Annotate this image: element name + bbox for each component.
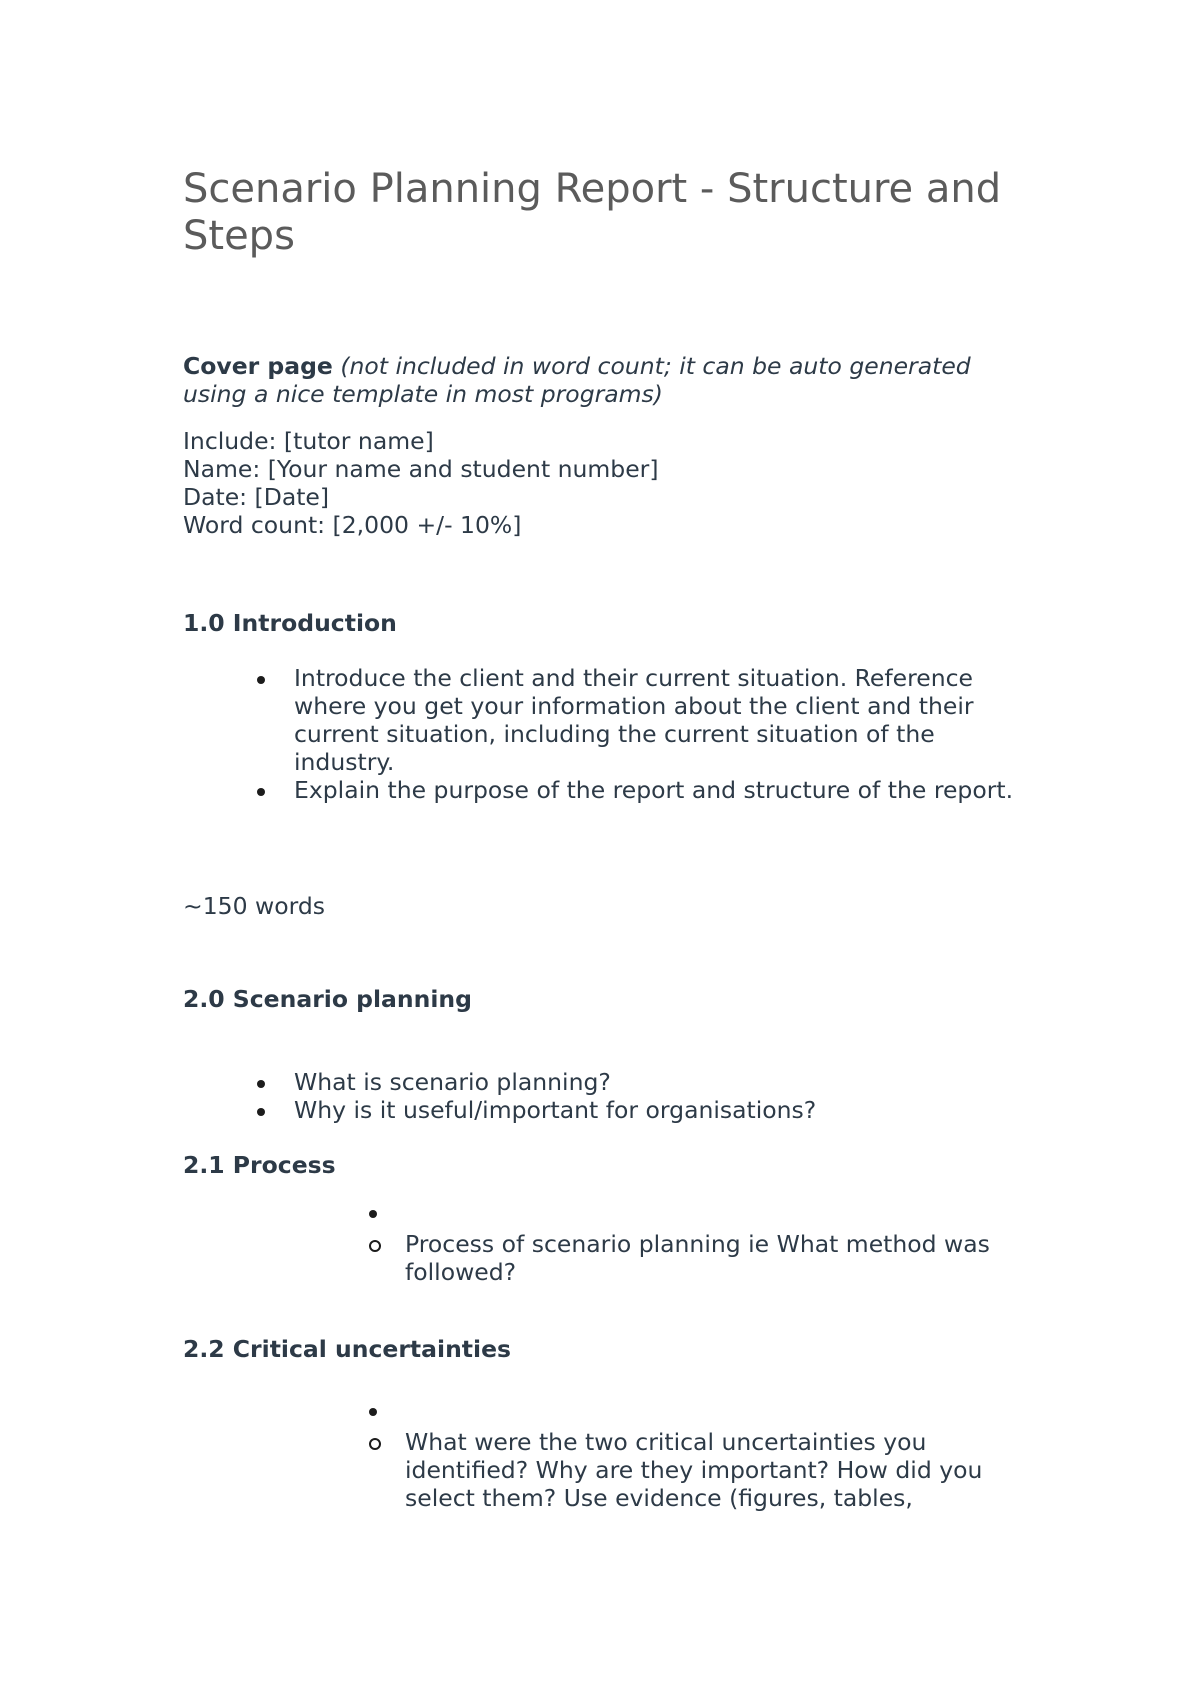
list-item [183,1096,1023,1124]
introduction-word-count: ~150 words [183,892,326,920]
heading-introduction: 1.0 Introduction [183,609,397,637]
empty-list-item [183,1396,1063,1424]
sub-list-item [183,1428,1025,1512]
info-line-name: Name: [Your name and student number] [183,455,659,483]
cover-page-label: Cover page [183,352,333,380]
cover-page-note: (not included in word count; it can be auto generated using a nice template in most programs) [183,352,971,408]
bullet-icon [257,1108,265,1116]
sub-list-item-text: Process of scenario planning ie What method was followed? [405,1230,990,1286]
list-item [183,664,1023,776]
cover-page-paragraph [183,352,1023,408]
list-item [183,1068,1023,1096]
list-item-text: What is scenario planning? [294,1068,611,1096]
bullet-icon [257,676,265,684]
list-item [183,776,1023,804]
bullet-icon [257,1080,265,1088]
scenario-planning-list [183,1068,1023,1124]
bullet-icon [369,1210,377,1218]
bullet-icon [369,1408,377,1416]
empty-list-item [183,1198,1063,1226]
hollow-bullet-icon [369,1438,381,1450]
sub-list-item [183,1230,1025,1286]
heading-scenario-planning: 2.0 Scenario planning [183,985,472,1013]
critical-uncertainties-list [183,1396,1063,1512]
page-title: Scenario Planning Report - Structure and Steps [183,166,1002,259]
info-line-word-count: Word count: [2,000 +/- 10%] [183,511,522,539]
process-list [183,1198,1063,1286]
list-item-text: Why is it useful/important for organisations? [294,1096,817,1124]
hollow-bullet-icon [369,1240,381,1252]
info-line-date: Date: [Date] [183,483,330,511]
bullet-icon [257,788,265,796]
heading-critical-uncertainties: 2.2 Critical uncertainties [183,1335,512,1363]
introduction-list [183,664,1023,804]
sub-list-item-text: What were the two critical uncertainties you identified? Why are they important? How did you select them? Use evidence (figures, tables, [405,1428,983,1512]
info-line-tutor: Include: [tutor name] [183,427,434,455]
heading-process: 2.1 Process [183,1151,336,1179]
list-item-text: Explain the purpose of the report and structure of the report. [294,776,1014,804]
cover-info-block [183,427,659,539]
list-item-text: Introduce the client and their current situation. Reference where you get your information about the client and their current situation, including the current situation of the industry. [294,664,974,776]
